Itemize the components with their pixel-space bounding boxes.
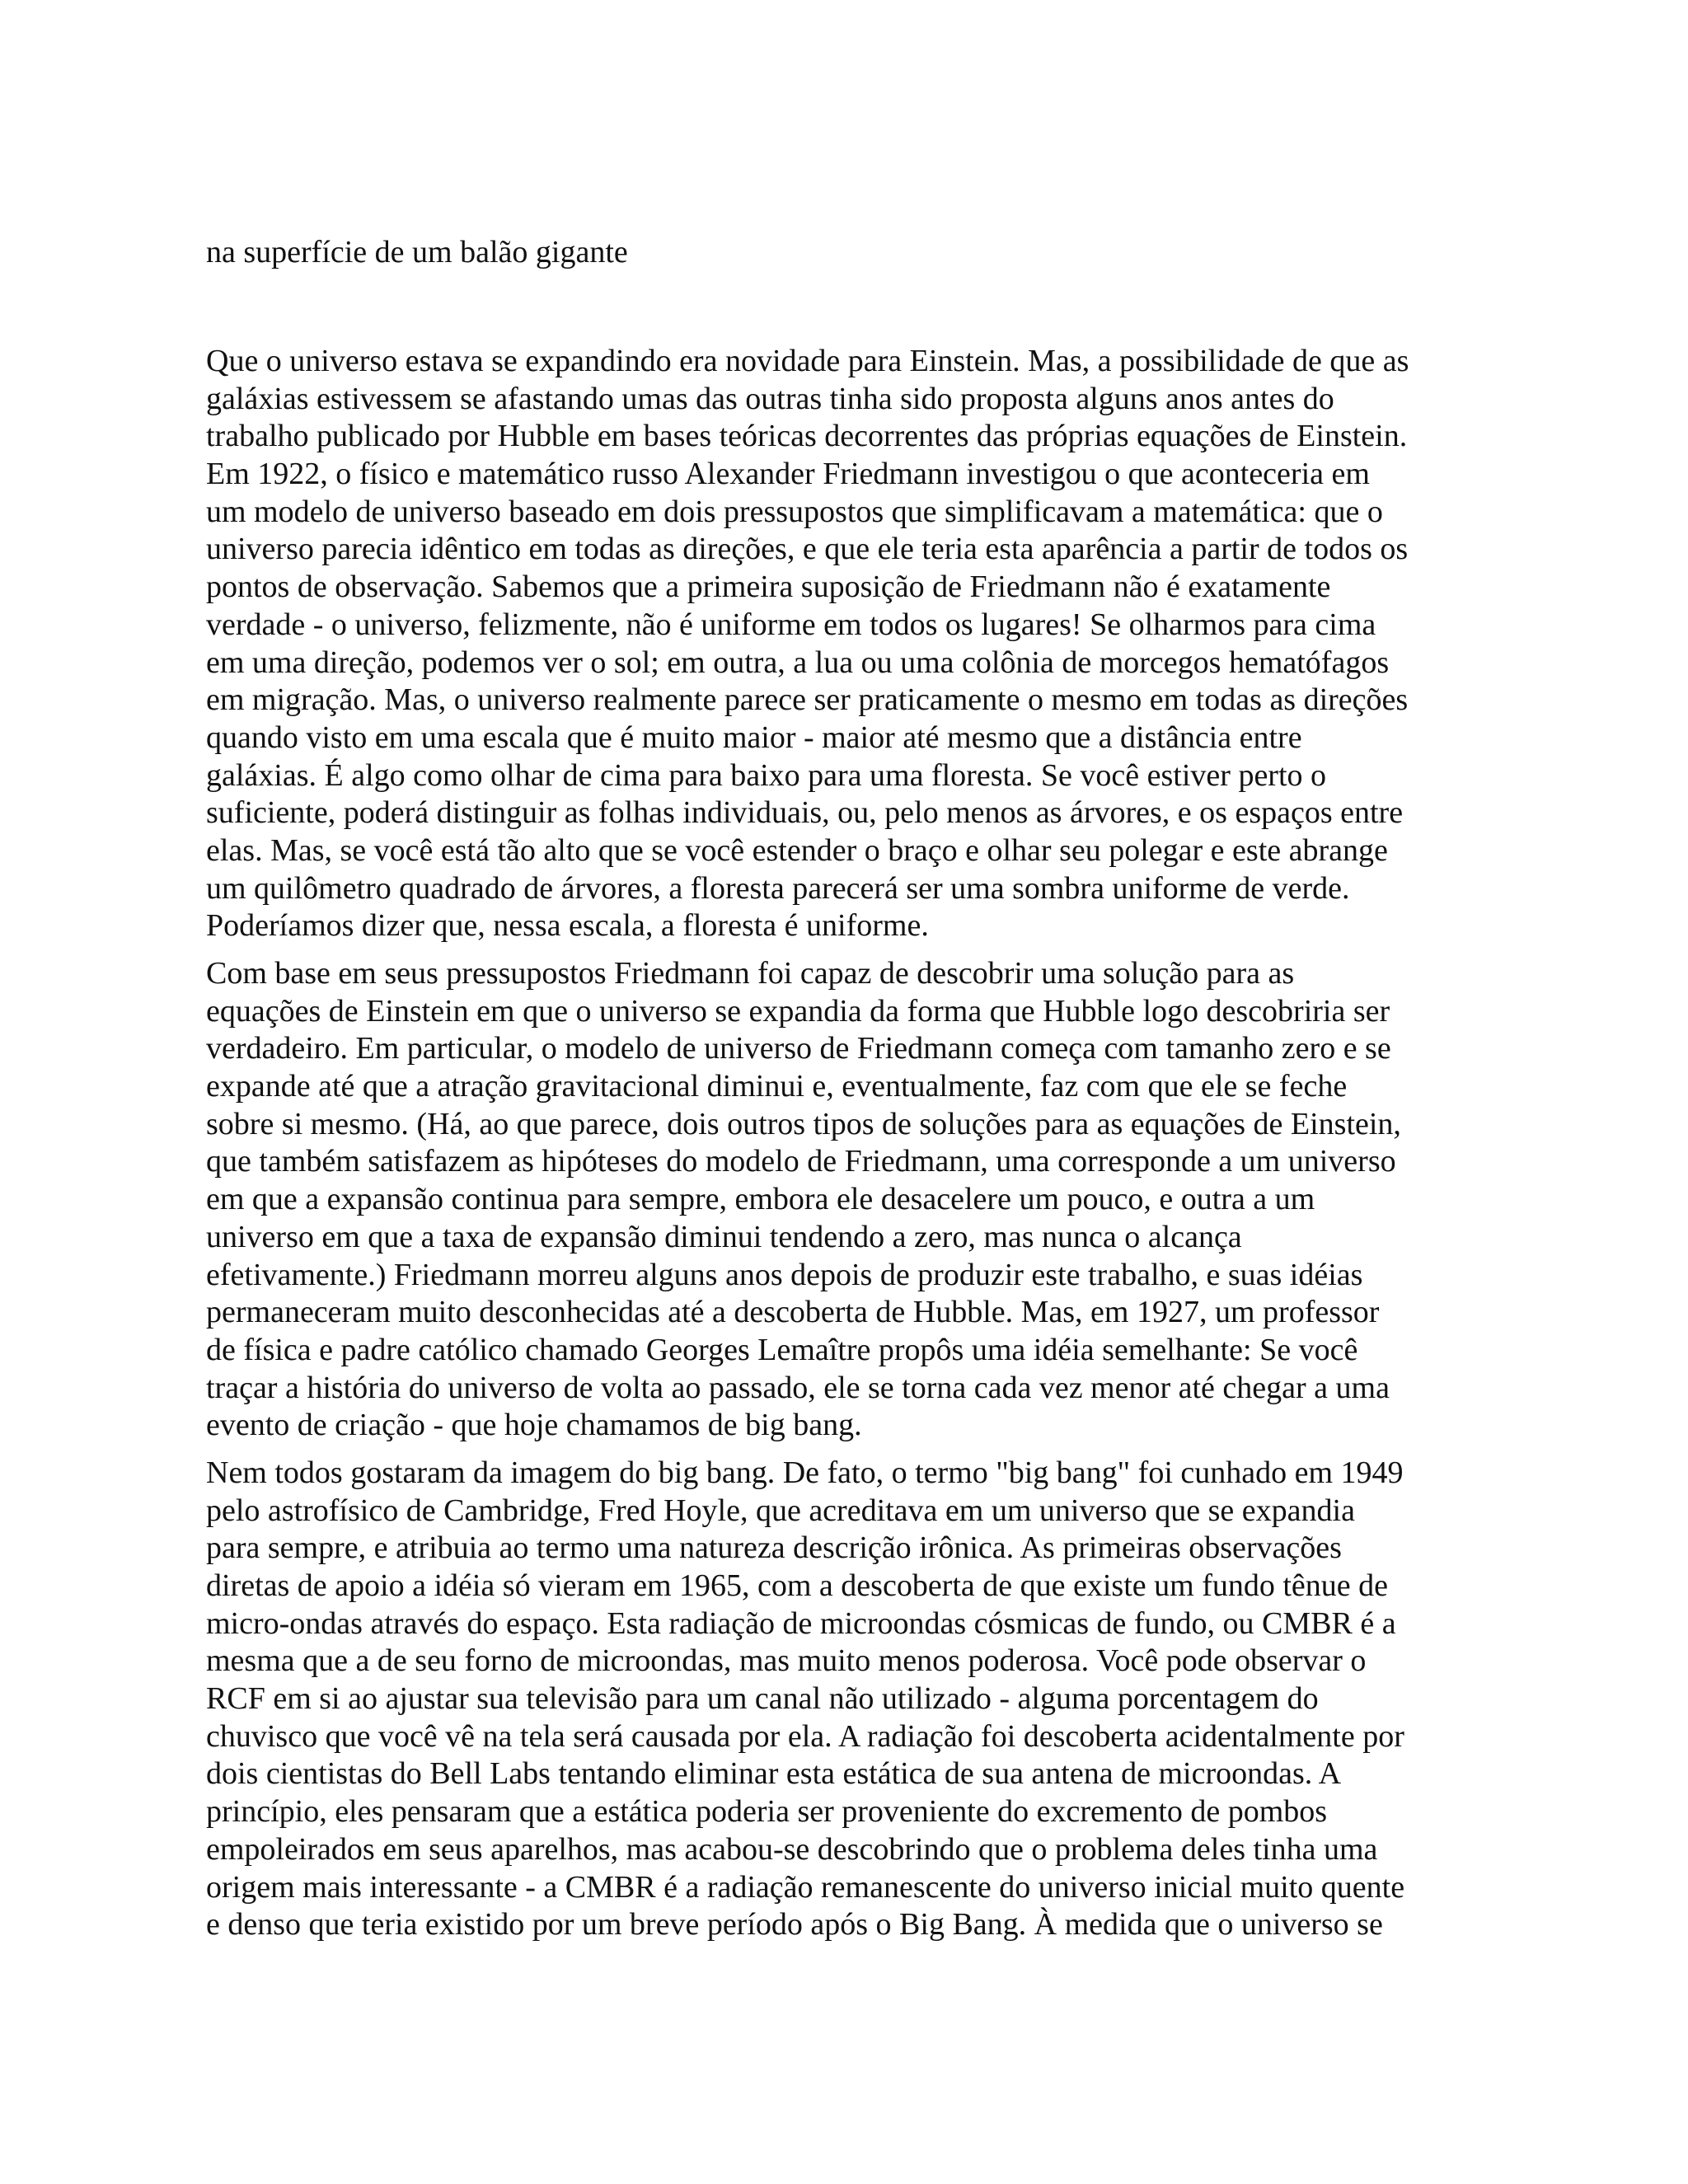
text-line: Em 1922, o físico e matemático russo Alexander Friedmann investigou o que aconteceria em [206,457,1370,492]
text-line: pelo astrofísico de Cambridge, Fred Hoyle, que acreditava em um universo que se expandia [206,1493,1355,1528]
text-line: sobre si mesmo. (Há, ao que parece, dois outros tipos de soluções para as equações de Einstein, [206,1106,1401,1141]
text-line: universo parecia idêntico em todas as direções, e que ele teria esta aparência a partir de todos os [206,532,1409,567]
text-line: Nem todos gostaram da imagem do big bang. De fato, o termo "big bang" foi cunhado em 1949 [206,1455,1404,1490]
text-line: expande até que a atração gravitacional diminui e, eventualmente, faz com que ele se feche [206,1069,1348,1104]
text-line: em migração. Mas, o universo realmente parece ser praticamente o mesmo em todas as direções [206,682,1409,718]
text-line: evento de criação - que hoje chamamos de big bang. [206,1408,862,1443]
text-line: verdade - o universo, felizmente, não é uniforme em todos os lugares! Se olharmos para cima [206,607,1376,642]
text-line: e denso que teria existido por um breve período após o Big Bang. À medida que o universo se [206,1907,1383,1943]
text-line: diretas de apoio a idéia só vieram em 1965, com a descoberta de que existe um fundo tênue de [206,1568,1388,1603]
text-line: micro-ondas através do espaço. Esta radiação de microondas cósmicas de fundo, ou CMBR é a [206,1605,1396,1641]
text-line: efetivamente.) Friedmann morreu alguns anos depois de produzir este trabalho, e suas idéias [206,1257,1363,1292]
text-line: suficiente, poderá distinguir as folhas individuais, ou, pelo menos as árvores, e os espaços entre [206,795,1404,831]
text-line: Poderíamos dizer que, nessa escala, a floresta é uniforme. [206,908,929,944]
body-text [206,343,1525,1954]
text-line: em que a expansão continua para sempre, embora ele desacelere um pouco, e outra a um [206,1182,1315,1217]
text-line: galáxias. É algo como olhar de cima para baixo para uma floresta. Se você estiver perto o [206,757,1327,793]
text-line: um modelo de universo baseado em dois pressupostos que simplificavam a matemática: que o [206,494,1383,529]
text-line: verdadeiro. Em particular, o modelo de universo de Friedmann começa com tamanho zero e se [206,1031,1391,1066]
text-line: equações de Einstein em que o universo se expandia da forma que Hubble logo descobriria ser [206,993,1390,1029]
text-line: princípio, eles pensaram que a estática poderia ser proveniente do excremento de pombos [206,1794,1328,1830]
text-line: Que o universo estava se expandindo era novidade para Einstein. Mas, a possibilidade de que as [206,344,1409,378]
text-line: RCF em si ao ajustar sua televisão para um canal não utilizado - alguma porcentagem do [206,1681,1319,1717]
text-line: quando visto em uma escala que é muito maior - maior até mesmo que a distância entre [206,719,1302,755]
text-line: pontos de observação. Sabemos que a primeira suposição de Friedmann não é exatamente [206,569,1331,605]
text-line: traçar a história do universo de volta ao passado, ele se torna cada vez menor até chegar a uma [206,1370,1390,1405]
text-line: mesma que a de seu forno de microondas, mas muito menos poderosa. Você pode observar o [206,1643,1367,1679]
text-line: que também satisfazem as hipóteses do modelo de Friedmann, uma corresponde a um universo [206,1144,1396,1179]
text-line: dois cientistas do Bell Labs tentando eliminar esta estática de sua antena de microondas. A [206,1756,1342,1792]
text-line: em uma direção, podemos ver o sol; em outra, a lua ou uma colônia de morcegos hematófagos [206,644,1390,680]
text-line: galáxias estivessem se afastando umas das outras tinha sido proposta alguns anos antes do [206,381,1334,416]
text-line: para sempre, e atribuia ao termo uma natureza descrição irônica. As primeiras observações [206,1530,1342,1566]
text-line: origem mais interessante - a CMBR é a radiação remanescente do universo inicial muito quente [206,1869,1405,1905]
figure-caption: na superfície de um balão gigante [206,235,628,269]
paragraph-2 [206,955,1525,1445]
text-line: empoleirados em seus aparelhos, mas acabou-se descobrindo que o problema deles tinha uma [206,1831,1378,1867]
text-line: permaneceram muito desconhecidas até a descoberta de Hubble. Mas, em 1927, um professor [206,1295,1380,1330]
text-line: um quilômetro quadrado de árvores, a floresta parecerá ser uma sombra uniforme de verde. [206,870,1350,906]
text-line: elas. Mas, se você está tão alto que se você estender o braço e olhar seu polegar e este abrange [206,832,1388,868]
text-line: de física e padre católico chamado Georges Lemaître propôs uma idéia semelhante: Se você [206,1332,1358,1367]
paragraph-3 [206,1455,1525,1944]
text-line: trabalho publicado por Hubble em bases teóricas decorrentes das próprias equações de Einstein. [206,419,1408,454]
text-line: Com base em seus pressupostos Friedmann foi capaz de descobrir uma solução para as [206,956,1295,991]
text-line: chuvisco que você vê na tela será causada por ela. A radiação foi descoberta acidentalmente por [206,1718,1404,1754]
paragraph-1 [206,343,1525,945]
text-line: universo em que a taxa de expansão diminui tendendo a zero, mas nunca o alcança [206,1219,1242,1254]
